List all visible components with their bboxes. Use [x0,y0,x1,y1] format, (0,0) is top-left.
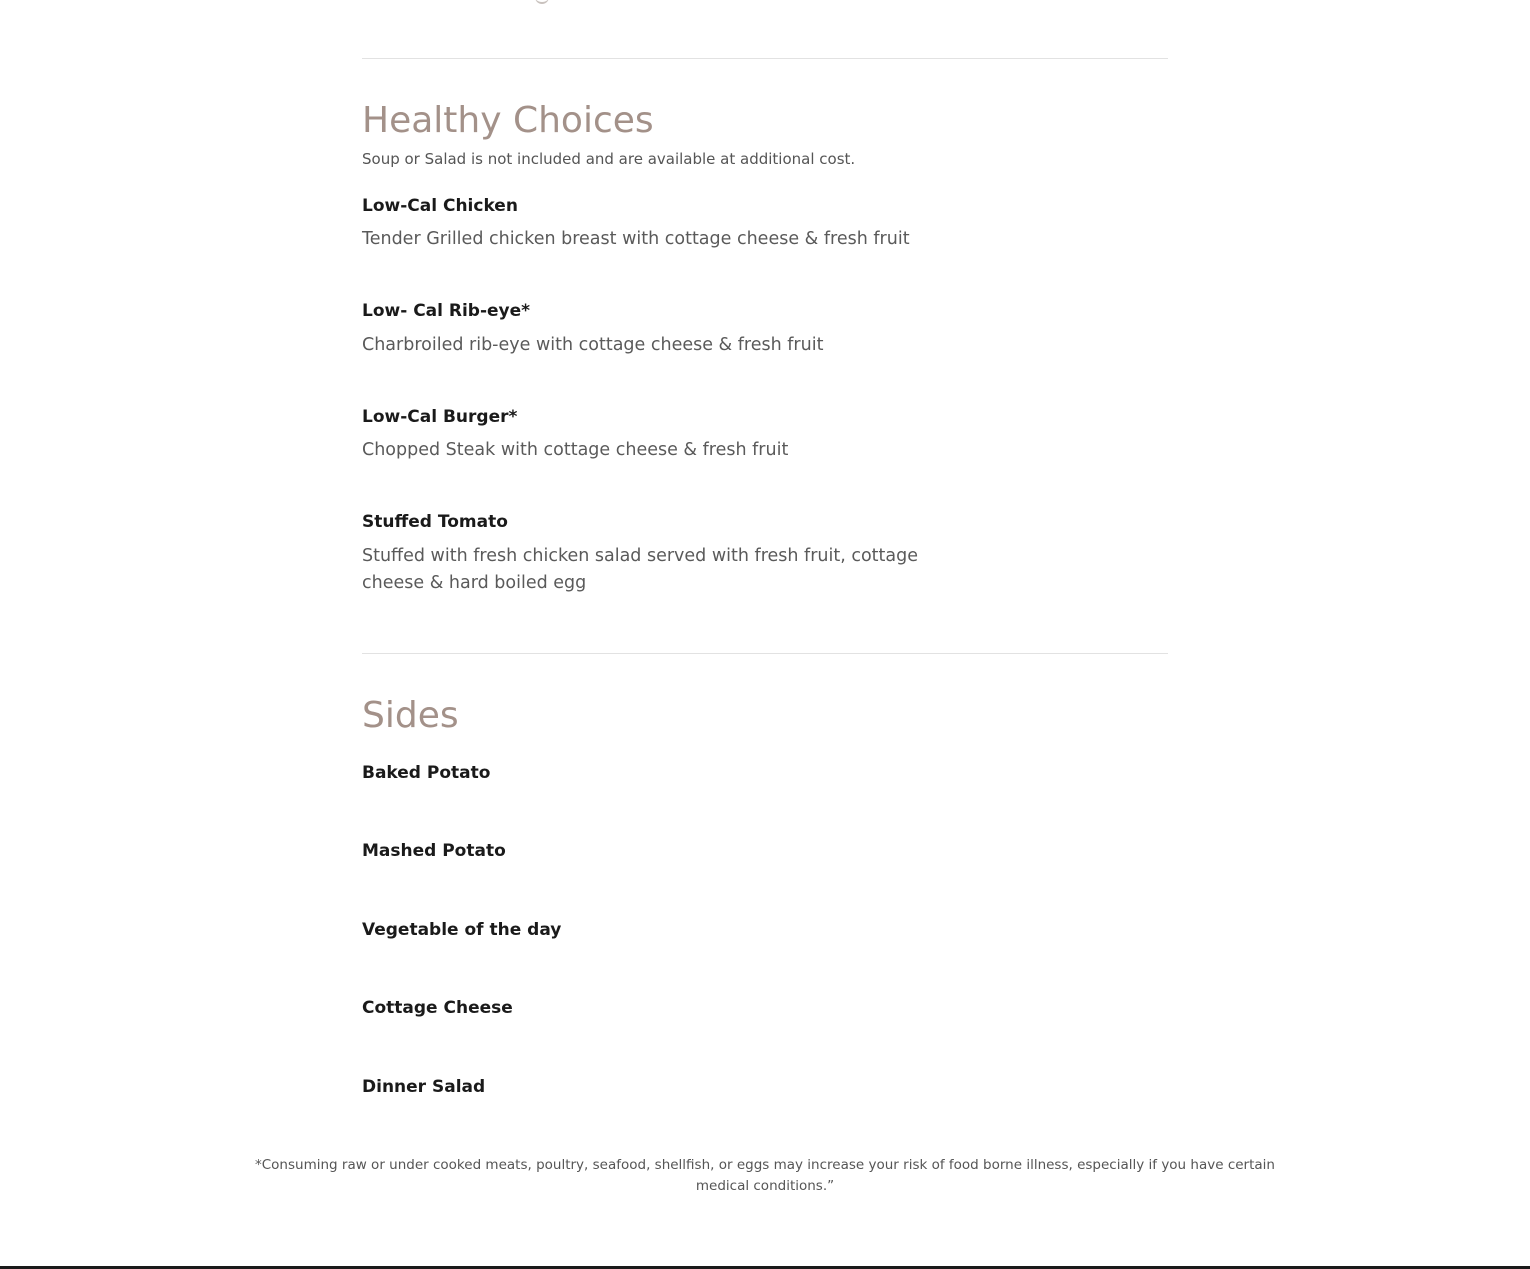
menu-item-description: Chopped Steak with cottage cheese & fresh fruit [362,440,789,460]
previous-section-fragment [535,0,549,4]
menu-item-name: Low- Cal Rib-eye* [362,301,531,321]
menu-item-name: Stuffed Tomato [362,512,508,532]
menu-item-description: Tender Grilled chicken breast with cottage cheese & fresh fruit [362,229,910,249]
side-item-cottage-cheese: Cottage Cheese [362,998,513,1018]
section-divider [362,58,1168,59]
healthy-choices-title: Healthy Choices [362,100,654,141]
menu-item-description: Stuffed with fresh chicken salad served with fresh fruit, cottage cheese & hard boiled egg [362,546,919,593]
side-item-baked-potato: Baked Potato [362,763,491,783]
sides-title: Sides [362,695,459,736]
menu-item-name: Low-Cal Chicken [362,196,518,216]
menu-item-name: Low-Cal Burger* [362,407,518,427]
menu-item-description: Charbroiled rib-eye with cottage cheese & fresh fruit [362,335,824,355]
healthy-choices-note: Soup or Salad is not included and are available at additional cost. [362,150,856,168]
section-divider [362,653,1168,654]
side-item-mashed-potato: Mashed Potato [362,841,506,861]
food-safety-disclaimer: *Consuming raw or under cooked meats, poultry, seafood, shellfish, or eggs may increase your risk of food borne illness, especially if you have certain medical conditions.” [255,1157,1275,1194]
side-item-dinner-salad: Dinner Salad [362,1077,486,1097]
side-item-vegetable-of-the-day: Vegetable of the day [362,920,562,940]
